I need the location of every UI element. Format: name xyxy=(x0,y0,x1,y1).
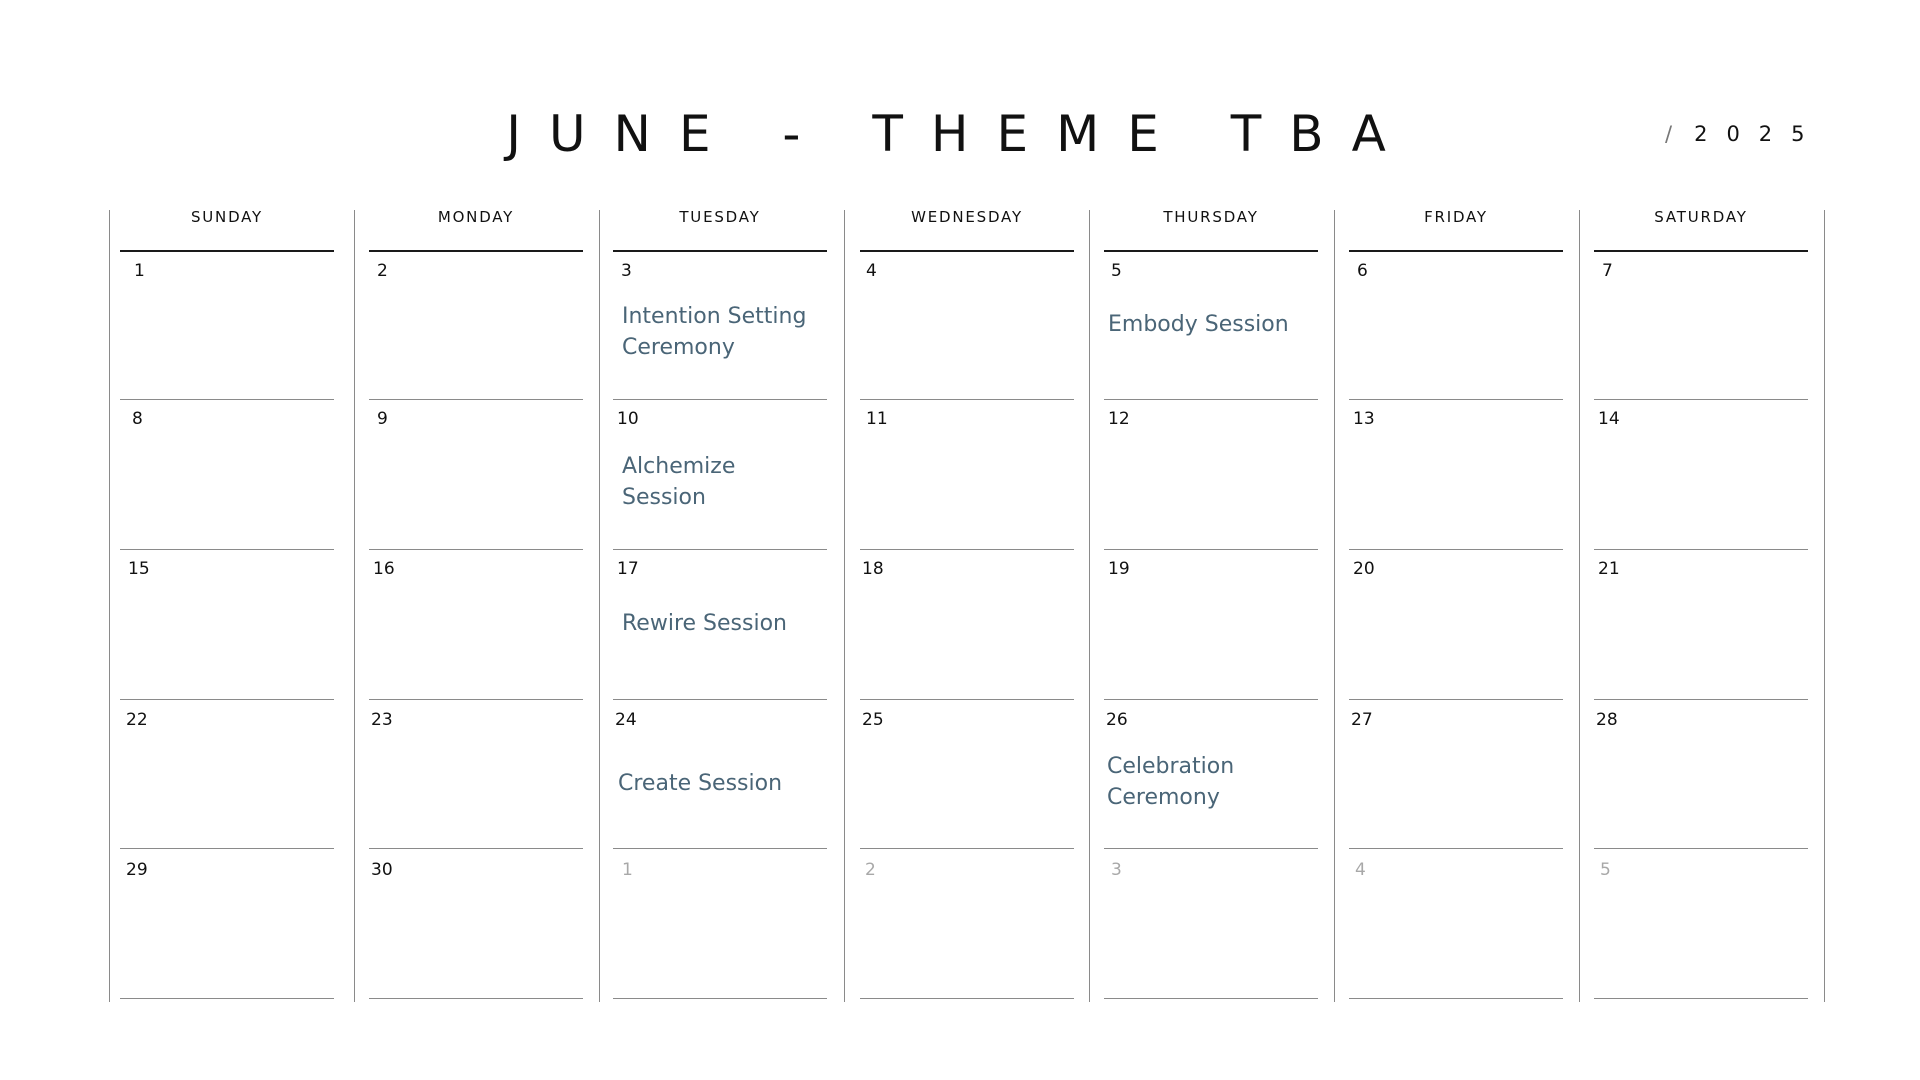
row-rule xyxy=(369,699,583,700)
column-divider xyxy=(599,210,600,1002)
row-rule xyxy=(1594,998,1808,999)
row-rule xyxy=(613,699,827,700)
day-number: 7 xyxy=(1602,261,1613,281)
row-rule xyxy=(1104,399,1318,400)
row-rule xyxy=(1349,399,1563,400)
row-rule xyxy=(120,549,334,550)
event-alchemize-session[interactable] xyxy=(622,451,834,513)
event-rewire-session[interactable] xyxy=(622,608,834,639)
day-number: 15 xyxy=(128,559,150,579)
row-rule xyxy=(613,549,827,550)
header-rule xyxy=(369,250,583,252)
column-divider xyxy=(354,210,355,1002)
row-rule xyxy=(1104,549,1318,550)
row-rule xyxy=(1349,848,1563,849)
column-divider xyxy=(109,210,110,1002)
event-embody-session[interactable] xyxy=(1108,309,1320,340)
day-number: 13 xyxy=(1353,409,1375,429)
row-rule xyxy=(1104,848,1318,849)
event-line: Intention Setting xyxy=(622,304,807,329)
event-line: Rewire Session xyxy=(622,611,787,636)
day-number-next-month: 3 xyxy=(1111,860,1122,880)
day-number: 9 xyxy=(377,409,388,429)
row-rule xyxy=(369,848,583,849)
header-rule xyxy=(1104,250,1318,252)
day-number: 6 xyxy=(1357,261,1368,281)
day-number: 4 xyxy=(866,261,877,281)
year-value: 2025 xyxy=(1694,122,1824,146)
row-rule xyxy=(1594,399,1808,400)
day-number: 11 xyxy=(866,409,888,429)
day-number: 1 xyxy=(134,261,145,281)
header-rule xyxy=(613,250,827,252)
row-rule xyxy=(120,699,334,700)
day-number: 22 xyxy=(126,710,148,730)
year-label xyxy=(1665,122,1824,146)
event-line: Celebration xyxy=(1107,754,1235,779)
row-rule xyxy=(613,399,827,400)
weekday-sunday: SUNDAY xyxy=(190,208,264,226)
row-rule xyxy=(613,998,827,999)
row-rule xyxy=(120,848,334,849)
page-title: JUNE - THEME TBA xyxy=(506,105,1414,163)
row-rule xyxy=(860,998,1074,999)
row-rule xyxy=(369,399,583,400)
weekday-thursday: THURSDAY xyxy=(1163,208,1259,226)
day-number: 29 xyxy=(126,860,148,880)
day-number: 12 xyxy=(1108,409,1130,429)
column-divider xyxy=(1824,210,1825,1002)
row-rule xyxy=(120,998,334,999)
event-line: Alchemize xyxy=(622,454,736,479)
event-create-session[interactable] xyxy=(618,768,830,799)
day-number: 23 xyxy=(371,710,393,730)
row-rule xyxy=(613,848,827,849)
row-rule xyxy=(1594,699,1808,700)
column-divider xyxy=(844,210,845,1002)
row-rule xyxy=(1104,699,1318,700)
day-number: 26 xyxy=(1106,710,1128,730)
row-rule xyxy=(369,998,583,999)
header-rule xyxy=(120,250,334,252)
row-rule xyxy=(860,549,1074,550)
row-rule xyxy=(369,549,583,550)
day-number-next-month: 5 xyxy=(1600,860,1611,880)
event-line: Embody Session xyxy=(1108,312,1289,337)
day-number: 20 xyxy=(1353,559,1375,579)
row-rule xyxy=(860,699,1074,700)
header-rule xyxy=(860,250,1074,252)
weekday-friday: FRIDAY xyxy=(1424,208,1488,226)
row-rule xyxy=(1349,998,1563,999)
row-rule xyxy=(1349,549,1563,550)
event-line: Session xyxy=(622,485,706,510)
weekday-wednesday: WEDNESDAY xyxy=(911,208,1023,226)
day-number-next-month: 1 xyxy=(622,860,633,880)
header-rule xyxy=(1594,250,1808,252)
column-divider xyxy=(1334,210,1335,1002)
row-rule xyxy=(1349,699,1563,700)
day-number: 10 xyxy=(617,409,639,429)
day-number: 19 xyxy=(1108,559,1130,579)
event-line: Ceremony xyxy=(1107,785,1220,810)
day-number: 17 xyxy=(617,559,639,579)
row-rule xyxy=(860,399,1074,400)
event-celebration-ceremony[interactable] xyxy=(1107,751,1319,813)
day-number: 21 xyxy=(1598,559,1620,579)
day-number: 30 xyxy=(371,860,393,880)
day-number: 24 xyxy=(615,710,637,730)
day-number: 3 xyxy=(621,261,632,281)
day-number: 18 xyxy=(862,559,884,579)
event-line: Ceremony xyxy=(622,335,735,360)
weekday-saturday: SATURDAY xyxy=(1654,208,1748,226)
weekday-tuesday: TUESDAY xyxy=(679,208,761,226)
year-separator: / xyxy=(1665,122,1673,146)
day-number: 14 xyxy=(1598,409,1620,429)
row-rule xyxy=(120,399,334,400)
header-rule xyxy=(1349,250,1563,252)
day-number-next-month: 2 xyxy=(865,860,876,880)
column-divider xyxy=(1579,210,1580,1002)
row-rule xyxy=(1594,848,1808,849)
column-divider xyxy=(1089,210,1090,1002)
event-intention-setting-ceremony[interactable] xyxy=(622,301,834,363)
event-line: Create Session xyxy=(618,771,783,796)
day-number: 5 xyxy=(1111,261,1122,281)
row-rule xyxy=(1104,998,1318,999)
row-rule xyxy=(860,848,1074,849)
day-number: 16 xyxy=(373,559,395,579)
day-number: 27 xyxy=(1351,710,1373,730)
day-number: 8 xyxy=(132,409,143,429)
weekday-monday: MONDAY xyxy=(437,208,515,226)
day-number: 28 xyxy=(1596,710,1618,730)
day-number-next-month: 4 xyxy=(1355,860,1366,880)
day-number: 25 xyxy=(862,710,884,730)
day-number: 2 xyxy=(377,261,388,281)
row-rule xyxy=(1594,549,1808,550)
